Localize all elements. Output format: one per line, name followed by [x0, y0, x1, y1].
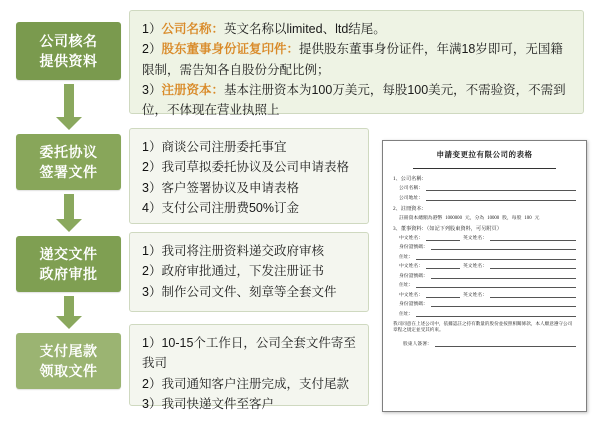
field-blank[interactable]: [431, 273, 576, 279]
field-label: 英文姓名：: [463, 235, 487, 241]
form-note: 我司同意在上述公司中，依據認註之持有數量的股份並按照相關條款，本人願意遵守公司章程之規定並受其約束。: [393, 320, 573, 333]
form-section-company: [393, 175, 576, 201]
form-title: 申請变更拉有限公司的表格: [436, 150, 533, 159]
form-field-row: [393, 272, 576, 279]
detail-item: [142, 178, 358, 198]
form-section-capital: [393, 205, 576, 221]
section-heading: 3、董事資料：（如記下列股東資料，可另附頁）: [393, 225, 502, 232]
step-box-company-name[interactable]: [16, 22, 121, 80]
item-text: 商谈公司注册委托事宜: [161, 140, 287, 154]
field-blank[interactable]: [431, 244, 576, 250]
form-field-row: [393, 262, 576, 269]
step-label-line2: 提供资料: [39, 53, 98, 69]
step-box-payment[interactable]: [16, 333, 121, 389]
field-blank[interactable]: [490, 292, 576, 298]
item-keyword: 公司名称：: [161, 22, 224, 36]
field-label: 股，每股: [502, 215, 522, 221]
item-number: 2）: [142, 376, 162, 391]
form-signature-row: [393, 340, 576, 347]
item-number: 2）: [142, 42, 162, 57]
section-heading: 1、公司名稱：: [393, 176, 427, 182]
field-label: 中文姓名：: [399, 235, 423, 241]
form-field-row: [393, 243, 576, 250]
item-keyword: 注册资本：: [161, 82, 224, 97]
arrow-down-icon: [56, 194, 82, 232]
step-detail-panel-agreement: [129, 128, 369, 224]
detail-item: [142, 282, 358, 302]
item-number: 4）: [142, 200, 162, 215]
arrow-down-icon: [56, 296, 82, 329]
detail-item: [142, 80, 573, 121]
detail-item: [142, 137, 358, 157]
item-number: 1）: [142, 336, 162, 350]
item-number: 2）: [142, 264, 162, 279]
item-text: 政府审批通过，下发注册证书: [161, 264, 324, 279]
item-text: 客户签署协议及申请表格: [161, 180, 299, 195]
field-label: 身份證號碼：: [399, 273, 428, 279]
field-label: 註冊資本總額為港幣: [399, 215, 443, 221]
title-divider: [413, 168, 556, 169]
field-label: 英文姓名：: [463, 264, 487, 269]
section-heading: 2、註冊資本：: [393, 205, 427, 212]
person-block: [393, 234, 576, 260]
detail-item: [142, 374, 358, 394]
person-block: [393, 262, 576, 288]
field-label: 中文姓名：: [399, 292, 423, 298]
signature-blank[interactable]: [435, 341, 576, 347]
detail-item: [142, 157, 358, 177]
application-form-document: [382, 140, 587, 412]
step-box-agreement[interactable]: [16, 134, 121, 190]
field-blank[interactable]: [490, 235, 576, 241]
form-field-row: [397, 340, 576, 347]
item-text: 我司通知客户注册完成，支付尾款: [161, 376, 349, 391]
step-detail-panel-payment: [129, 324, 369, 411]
field-blank[interactable]: [416, 254, 576, 260]
item-number: 3）: [142, 396, 162, 411]
detail-item: [142, 39, 573, 80]
step-box-submission[interactable]: [16, 236, 121, 292]
field-label: 元，分為: [464, 215, 485, 221]
item-text: 提供股东董事身份证件，年满18岁即可，无国籍限制，需告知各自股份分配比例；: [142, 42, 563, 77]
field-label: 公司名稱：: [399, 186, 423, 191]
field-label: 身份證號碼：: [399, 302, 428, 307]
field-blank[interactable]: [416, 311, 576, 317]
item-number: 1）: [142, 22, 162, 36]
field-blank[interactable]: [426, 292, 460, 298]
form-field-row: [393, 281, 576, 288]
detail-item: [142, 241, 358, 261]
field-blank[interactable]: [431, 301, 576, 307]
form-field-row: [393, 234, 576, 241]
item-text: 制作公司文件、刻章等全套文件: [161, 284, 337, 299]
step-detail-panel-submission: [129, 232, 369, 312]
detail-item: [142, 261, 358, 281]
field-label: 住址：: [399, 311, 414, 317]
field-label: 股東人簽署：: [403, 342, 432, 348]
step-detail-panel-company-name: [129, 10, 584, 117]
item-text: 英文名称以limited、ltd结尾。: [223, 22, 386, 36]
detail-item: [142, 198, 358, 218]
field-blank[interactable]: [490, 263, 576, 269]
field-label: 英文姓名：: [463, 292, 487, 298]
form-field-row: [393, 214, 576, 221]
item-number: 3）: [142, 82, 162, 97]
detail-item: [142, 19, 573, 39]
person-block: [393, 291, 576, 317]
field-label: 元: [534, 215, 540, 221]
field-blank[interactable]: [426, 195, 576, 201]
field-label: 公司地址：: [399, 195, 423, 201]
item-number: 1）: [142, 140, 162, 154]
item-text: 我司快递文件至客户: [161, 396, 274, 411]
form-field-row: [393, 194, 576, 201]
field-value-capital: 1000000: [445, 215, 462, 221]
item-number: 2）: [142, 160, 162, 175]
form-field-row: [393, 253, 576, 260]
detail-item: [142, 394, 358, 414]
step-label-line1: 委托协议: [39, 143, 98, 160]
field-blank[interactable]: [416, 282, 576, 288]
item-text: 支付公司注册费50%订金: [161, 200, 299, 215]
step-label-line1: 递交文件: [39, 245, 98, 262]
field-value-par: 100: [524, 215, 532, 221]
arrow-down-icon: [56, 84, 82, 130]
item-number: 3）: [142, 180, 162, 195]
form-field-row: [393, 184, 576, 191]
step-label-line2: 签署文件: [39, 164, 98, 180]
item-text: 10-15个工作日，公司全套文件寄至我司: [142, 336, 356, 371]
item-text: 我司草拟委托协议及公司申请表格: [161, 160, 349, 175]
step-label-line2: 领取文件: [39, 363, 98, 379]
field-blank[interactable]: [426, 185, 576, 191]
field-label: 住址：: [399, 254, 414, 260]
field-label: 身份證號碼：: [399, 245, 428, 250]
step-label-line1: 公司核名: [39, 32, 98, 49]
item-number: 3）: [142, 284, 162, 299]
form-field-row: [393, 291, 576, 298]
item-text: 我司将注册资料递交政府审核: [161, 244, 324, 258]
field-blank[interactable]: [426, 263, 460, 269]
step-label-line2: 政府审批: [39, 266, 98, 282]
field-blank[interactable]: [426, 235, 460, 241]
item-number: 1）: [142, 244, 162, 258]
detail-item: [142, 333, 358, 374]
form-field-row: [393, 310, 576, 317]
field-label: 中文姓名：: [399, 264, 423, 269]
step-label-line1: 支付尾款: [39, 342, 98, 359]
field-value-shares: 10000: [487, 215, 500, 221]
form-section-directors: [393, 225, 576, 317]
form-field-row: [393, 300, 576, 307]
item-text: 基本注册资本为100万美元，每股100美元，不需验资，不需到位，不体现在营业执照上: [142, 82, 566, 117]
field-label: 住址：: [399, 283, 414, 288]
item-keyword: 股东董事身份证复印件：: [161, 42, 299, 57]
